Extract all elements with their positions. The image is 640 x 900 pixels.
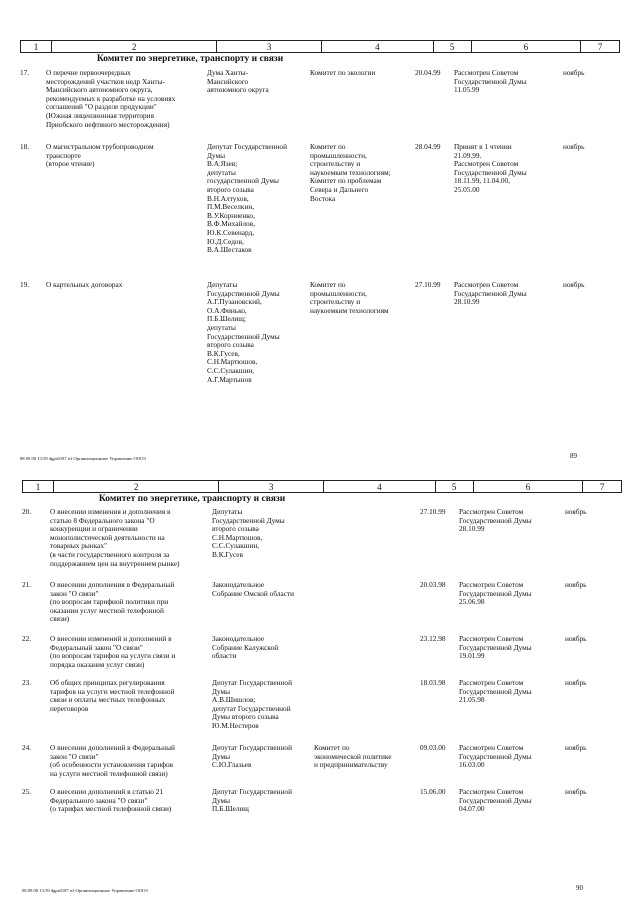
page-number: 89	[570, 452, 577, 460]
page-footer: 08.09.00 13:59 dgps0187.rtf Организационное Управление ООО3	[22, 888, 148, 893]
row-status: Рассмотрен Советом Государственной Думы 11.05.99	[454, 68, 527, 95]
row-status: Принят в 1 чтении 21.09.99. Рассмотрен Советом Государственной Думы 18.11.99, 11.04.00, 25.05.00	[454, 142, 527, 194]
column-header: 3	[217, 41, 322, 52]
column-header: 7	[599, 482, 605, 492]
section-title: Комитет по энергетике, транспорту и связи	[98, 494, 286, 504]
column-header: 3	[219, 481, 324, 492]
page-footer: 08.09.00 13:59 dgps0187.rtf Организационное Управление ООО3	[20, 456, 146, 461]
row-title: О внесении дополнения в Федеральный закон "О связи" (по вопросам тарифной политики при оказании услуг местной телефонной связи)	[50, 580, 175, 624]
row-title: О магистральном трубопроводном транспорте (второе чтение)	[46, 142, 154, 169]
column-header: 2	[54, 481, 219, 492]
row-number: 24.	[22, 743, 32, 752]
column-header: 1	[21, 41, 52, 52]
row-status: Рассмотрен Советом Государственной Думы 19.01.99	[459, 634, 532, 661]
row-date: 20.03.98	[420, 580, 446, 589]
row-status: Рассмотрен Советом Государственной Думы 28.10.99	[459, 507, 532, 534]
column-header: 4	[324, 481, 436, 492]
row-title: О внесении дополнений в статью 21 Федерального закона "О связи" (о тарифах местной телефонной связи)	[50, 787, 172, 814]
row-committee: Комитет по промышленности, строительству и наукоемким технологиям; Комитет по проблемам Севера и Дальнего Востока	[310, 142, 391, 203]
column-header: 4	[322, 41, 434, 52]
row-author: Депутат Государственной Думы А.В.Шишлов; депутат Государственной Думы второго созыва Ю.М.Нестеров	[212, 678, 292, 730]
row-number: 20.	[22, 507, 32, 516]
row-status: Рассмотрен Советом Государственной Думы 28.10.99	[454, 280, 527, 307]
row-date: 23.12.98	[420, 634, 446, 643]
column-header: 6	[472, 41, 582, 52]
row-title: О внесении изменений и дополнений в Федеральный закон "О связи" (по вопросам тарифов на услуги связи и порядка оказания услуг связи)	[50, 634, 176, 669]
row-author: Дума Ханты- Мансийского автономного округа	[207, 68, 269, 95]
column-header: 5	[434, 41, 472, 52]
column-header: 6	[474, 481, 584, 492]
row-date: 28.04.99	[415, 142, 441, 151]
column-header: 7	[597, 42, 603, 52]
table-header	[22, 480, 622, 493]
row-date: 18.03.98	[420, 678, 446, 687]
row-status: Рассмотрен Советом Государственной Думы 16.03.00	[459, 743, 532, 770]
row-author: Законодательное Собрание Калужской области	[212, 634, 279, 661]
row-title: Об общих принципах регулирования тарифов на услуги местной телефонной связи и оплаты местных телефонных переговоров	[50, 678, 175, 713]
row-date: 15.06.00	[420, 787, 446, 796]
table-header	[20, 40, 620, 53]
section-title: Комитет по энергетике, транспорту и связи	[96, 54, 284, 64]
row-committee: Комитет по экологии	[310, 68, 376, 77]
column-header: 1	[23, 481, 54, 492]
column-header: 5	[436, 481, 474, 492]
row-month: ноябрь	[565, 507, 587, 516]
row-status: Рассмотрен Советом Государственной Думы 04.07.00	[459, 787, 532, 814]
row-committee: Комитет по экономической политике и предпринимательству	[314, 743, 392, 770]
row-title: О внесении изменения и дополнения в статью 8 Федерального закона "О конкуренции и ограничении монополистической деятельности на товарных рынках" (в части государственного контроля за поддержанием цен на внутреннем рынке)	[50, 507, 180, 568]
row-date: 27.10.99	[415, 280, 441, 289]
row-author: Депутат Государственной Думы П.Б.Шелищ	[212, 787, 292, 814]
row-author: Депутаты Государственной Думы второго созыва С.Н.Мартюшов, С.С.Сулакшин, В.К.Гусев	[212, 507, 285, 559]
row-date: 20.04.99	[415, 68, 441, 77]
row-author: Депутат Государственной Думы В.А.Язев; депутаты государственной Думы второго созыва В.Н.Алтухов, П.М.Веселкин, В.У.Корниенко, В.Ф.Михайлов, Ю.К.Севенард, Ю.Д.Седов, В.А.Шестаков	[207, 142, 287, 255]
row-status: Рассмотрен Советом Государственной Думы 25.06.98	[459, 580, 532, 607]
row-month: ноябрь	[565, 787, 587, 796]
row-month: ноябрь	[565, 634, 587, 643]
row-number: 19.	[20, 280, 30, 289]
row-number: 18.	[20, 142, 30, 151]
row-author: Депутаты Государственной Думы А.Г.Пузановский, О.А.Финько, П.Б.Шелищ; депутаты Государственной Думы второго созыва В.К.Гусев, С.Н.Мартюшов, С.С.Сулакшин, А.Г.Мартынов	[207, 280, 280, 384]
row-number: 23.	[22, 678, 32, 687]
row-month: ноябрь	[563, 142, 585, 151]
row-number: 25.	[22, 787, 32, 796]
row-status: Рассмотрен Советом Государственной Думы 21.05.98	[459, 678, 532, 705]
row-number: 17.	[20, 68, 30, 77]
row-date: 27.10.99	[420, 507, 446, 516]
row-committee: Комитет по промышленности, строительству и наукоемким технологиям	[310, 280, 389, 315]
page-number: 90	[576, 884, 583, 892]
row-author: Законодательное Собрание Омской области	[212, 580, 295, 598]
row-month: ноябрь	[563, 68, 585, 77]
row-author: Депутат Государственной Думы С.Ю.Глазьев	[212, 743, 292, 770]
row-month: ноябрь	[565, 678, 587, 687]
row-title: О перечне первоочередных месторождений участков недр Ханты- Мансийского автономного округа, рекомендуемых к разработке на условиях соглашений "О разделе продукции" (Южная лицензионная территория Приобского нефтяного месторождения)	[46, 68, 176, 129]
row-month: ноябрь	[563, 280, 585, 289]
row-month: ноябрь	[565, 743, 587, 752]
row-number: 21.	[22, 580, 32, 589]
row-title: О картельных договорах	[46, 280, 123, 289]
row-number: 22.	[22, 634, 32, 643]
row-title: О внесении дополнений в Федеральный закон "О связи" (об особенности установления тарифов на услуги местной телефонной связи)	[50, 743, 175, 778]
row-date: 09.03.00	[420, 743, 446, 752]
column-header: 2	[52, 41, 217, 52]
row-month: ноябрь	[565, 580, 587, 589]
